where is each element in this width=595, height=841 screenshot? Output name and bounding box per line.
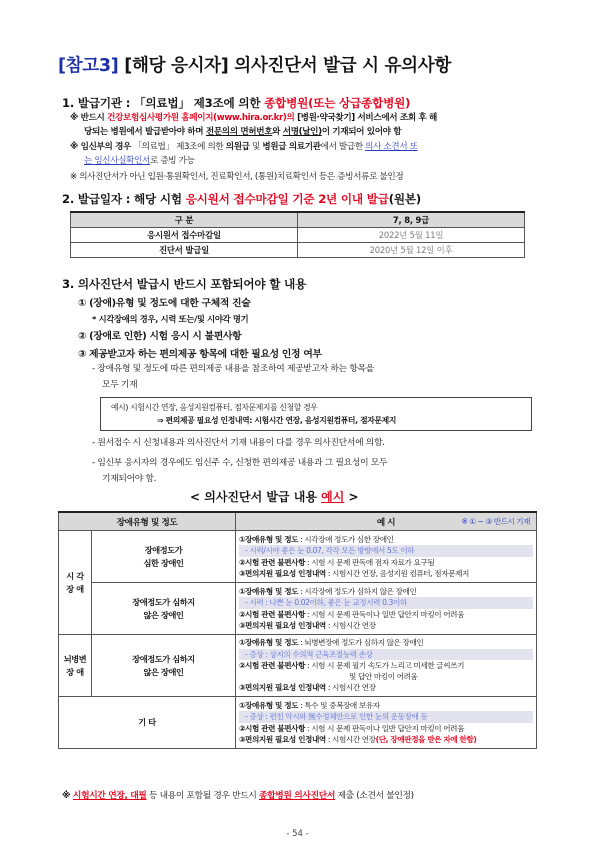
ex-text: : 시험 시 문제 판독이나 일반 답안지 마킹이 어려움 — [305, 609, 465, 619]
s3-item-1: ① (장애)유형 및 정도에 대한 구체적 진술 — [78, 298, 251, 309]
ex-detail: - 증상 : 상지의 수의적 근육조절능력 손상 — [239, 649, 533, 660]
required-note: ※ ① ~ ③ 반드시 기재 — [461, 517, 530, 526]
s1-n2-i: 로 증빙 가능 — [150, 156, 195, 166]
section-2-heading — [62, 191, 421, 207]
ex-label: ②시험 관련 불편사항 — [239, 660, 306, 670]
ex-label: ①장애유형 및 정도 — [239, 534, 299, 544]
s1-n1-g: 서명(날인) — [282, 127, 322, 137]
s1-n2-e: 병원급 의료기관 — [262, 142, 321, 152]
table-header-cell: 장애유형 및 정도 — [59, 512, 236, 531]
table-header-cell — [236, 512, 537, 531]
s1-n1-e: 전문의의 면허번호 — [205, 127, 273, 137]
example-box — [100, 397, 532, 431]
table-cell: 진단서 발급일 — [71, 243, 298, 258]
table-header-cell: 구 분 — [71, 212, 298, 228]
severity-cell: 장애정도가 심하지 않은 장애인 — [92, 635, 236, 697]
example-cell — [236, 697, 537, 749]
ex-text: 및 답안 마킹이 어려움 — [349, 672, 418, 682]
s3-item-1-note: * 시각장애의 경우, 시력 또는/및 시야각 명기 — [92, 314, 249, 324]
table-row — [71, 228, 525, 243]
category-visual: 시 각 장 애 — [59, 531, 92, 635]
footnote-mark: ※ — [62, 791, 73, 801]
ex-detail: - 시력/시야 좋은 눈 0.07, 각각 모든 방향에서 5도 이하 — [239, 545, 533, 556]
table-cell: 2020년 5월 12일 이후 — [298, 243, 525, 258]
s1-n2-f: 에서 발급한 — [320, 142, 366, 152]
s3-para-3-line-1: - 임신부 응시자의 경우에도 임신주 수, 신청한 편의제공 내용과 그 필요성이 모두 — [92, 458, 388, 468]
ex-label: ②시험 관련 불편사항 — [239, 557, 306, 567]
s3-para-3 — [92, 456, 387, 487]
ex-text: : 시각장애 정도가 심하지 않은 장애인 — [298, 586, 417, 596]
s1-n1-d: 당되는 병원에서 발급받아야 하며 — [84, 127, 206, 137]
s3-item-2: ② (장애로 인한) 시험 응시 시 불편사항 — [78, 331, 242, 342]
ex-detail: - 시력 : 나쁜 눈 0.02이하, 좋은 눈 교정시력 0.3이하 — [239, 597, 533, 608]
ex-text: : 시각장애 정도가 심한 장애인 — [298, 534, 394, 544]
footnote-text-2: 제출 (소견서 불인정) — [335, 791, 414, 801]
footnote — [62, 788, 414, 801]
s1-n1-f: 와 — [272, 127, 283, 137]
certificate-example-table — [58, 511, 537, 749]
s1-heading-highlight: 종합병원(또는 상급종합병원) — [264, 96, 411, 110]
table-row — [59, 635, 537, 697]
footnote-highlight-2: 종합병원 의사진단서 — [258, 791, 336, 801]
s1-n2-d: 및 — [249, 142, 263, 152]
issue-date-table — [70, 211, 525, 258]
ex-text: : 특수 및 중복장애 보유자 — [298, 700, 380, 710]
category-brain: 뇌병변 장 애 — [59, 635, 92, 697]
table-header-row — [71, 212, 525, 228]
page-number: - 54 - — [286, 829, 309, 839]
s1-heading-label: 1. 발급기관 : 「의료법」 제3조에 의한 — [62, 96, 265, 110]
s1-n1-b: 건강보험심사평가원 홈페이지(www.hira.or.kr)의 — [107, 113, 295, 123]
example-line-1: 예시) 시험시간 연장, 음성지원컴퓨터, 점자문제지를 신청할 경우 — [111, 403, 318, 412]
s3-para-2: - 원서접수 시 신청내용과 의사진단서 기재 내용이 다를 경우 의사진단서에 의함. — [92, 438, 385, 448]
ex-text: : 시험 시 문제 판독이나 일반 답안지 마킹이 어려움 — [305, 723, 465, 733]
s3-para-1 — [92, 362, 374, 393]
s1-n2-h: 는 임신사실확인서 — [84, 156, 150, 166]
s1-note-3: ※ 의사진단서가 아닌 입원·통원확인서, 진료확인서, (통원)치료확인서 등은 증빙서류로 불인정 — [70, 172, 404, 182]
example-table-title — [190, 488, 359, 505]
ex-text: : 시험 시 문제 판독에 점자 자료가 요구됨 — [305, 557, 435, 567]
table-cell: 응시원서 접수마감일 — [71, 228, 298, 243]
title-text: [해당 응시자] 의사진단서 발급 시 유의사항 — [118, 56, 451, 76]
s1-note-1 — [70, 111, 550, 139]
table-header-cell: 7, 8, 9급 — [298, 212, 525, 228]
example-title-c: > — [344, 490, 359, 504]
s1-n1-c: [병원·약국찾기] 서비스에서 조회 후 해 — [294, 113, 437, 123]
section-1-heading — [62, 95, 410, 111]
ex-label: ③편의지원 필요성 인정내역 — [239, 620, 326, 630]
s1-n2-a: ※ 임신부의 경우 — [70, 142, 131, 152]
table-row — [59, 697, 537, 749]
table-row — [59, 583, 537, 635]
title-tag: [참고3] — [58, 56, 119, 76]
example-line-2: ⇒ 편의제공 필요성 인정내역: 시험시간 연장, 음성지원컴퓨터, 점자문제지 — [157, 416, 396, 425]
s1-n1-h: 이 기재되어 있어야 함 — [321, 127, 402, 137]
s2-heading-label: 2. 발급일자 : 해당 시험 — [62, 192, 186, 206]
example-title-highlight: 예시 — [321, 490, 345, 504]
s1-n2-g: 의사 소견서 또 — [365, 142, 418, 152]
example-cell — [236, 583, 537, 635]
ex-label: ①장애유형 및 정도 — [239, 638, 299, 648]
table-cell: 2022년 5월 11일 — [298, 228, 525, 243]
s3-para-3-line-2: 기재되어야 함. — [102, 473, 157, 484]
example-cell — [236, 531, 537, 583]
footnote-text-1: 등 내용이 포함될 경우 반드시 — [146, 791, 259, 801]
example-header-label: 예 시 — [376, 517, 396, 528]
ex-detail: - 증상 : 편친 악시와 無수정체안으로 인한 눈의 운동장애 등 — [239, 711, 533, 722]
s3-item-3: ③ 제공받고자 하는 편의제공 항목에 대한 필요성 인정 여부 — [78, 349, 322, 360]
s2-heading-highlight: 응시원서 접수마감일 기준 2년 이내 발급 — [185, 192, 389, 206]
severity-cell: 장애정도가 심하지 않은 장애인 — [92, 583, 236, 635]
category-other: 기 타 — [59, 697, 236, 749]
page-title — [58, 52, 451, 77]
ex-label: ②시험 관련 불편사항 — [239, 609, 306, 619]
footnote-highlight-1: 시험시간 연장, 대필 — [72, 791, 147, 801]
s1-n1-a: ※ 반드시 — [70, 113, 108, 123]
s1-note-2 — [70, 140, 550, 168]
example-title-a: < 의사진단서 발급 내용 — [190, 490, 322, 504]
severity-cell: 장애정도가 심한 장애인 — [92, 531, 236, 583]
ex-text: : 시험시간 연장 — [325, 683, 376, 693]
ex-restriction: (단, 장애판정을 받은 자에 한함) — [375, 734, 477, 744]
s1-n2-b: 「의료법」 제3조에 의한 — [131, 142, 226, 152]
ex-text: : 시험시간 연장 — [325, 734, 376, 744]
ex-text: : 시험 시 문제 필기 속도가 느리고 미세한 글씨쓰기 — [305, 660, 465, 670]
table-row — [71, 243, 525, 258]
ex-text: : 시험시간 연장, 음성지원 컴퓨터, 점자문제지 — [325, 568, 469, 578]
example-cell — [236, 635, 537, 697]
ex-label: ③편의지원 필요성 인정내역 — [239, 568, 326, 578]
ex-label: ①장애유형 및 정도 — [239, 586, 299, 596]
table-header-row — [59, 512, 537, 531]
ex-label: ③편의지원 필요성 인정내역 — [239, 734, 326, 744]
s3-para-1-line-2: 모두 기재 — [102, 379, 138, 390]
ex-text: : 뇌병변장애 정도가 심하지 않은 장애인 — [298, 638, 424, 648]
section-3-heading: 3. 의사진단서 발급시 반드시 포함되어야 할 내용 — [62, 277, 307, 291]
s3-para-1-line-1: - 장애유형 및 정도에 따른 편의제공 내용을 참조하여 제공받고자 하는 항목을 — [92, 364, 374, 374]
ex-label: ②시험 관련 불편사항 — [239, 723, 306, 733]
ex-label: ①장애유형 및 정도 — [239, 700, 299, 710]
ex-text: : 시험시간 연장 — [325, 620, 376, 630]
table-row — [59, 531, 537, 583]
ex-label: ③편의지원 필요성 인정내역 — [239, 683, 326, 693]
s2-heading-suffix: (원본) — [388, 192, 421, 206]
s1-n2-c: 의원급 — [225, 142, 250, 152]
